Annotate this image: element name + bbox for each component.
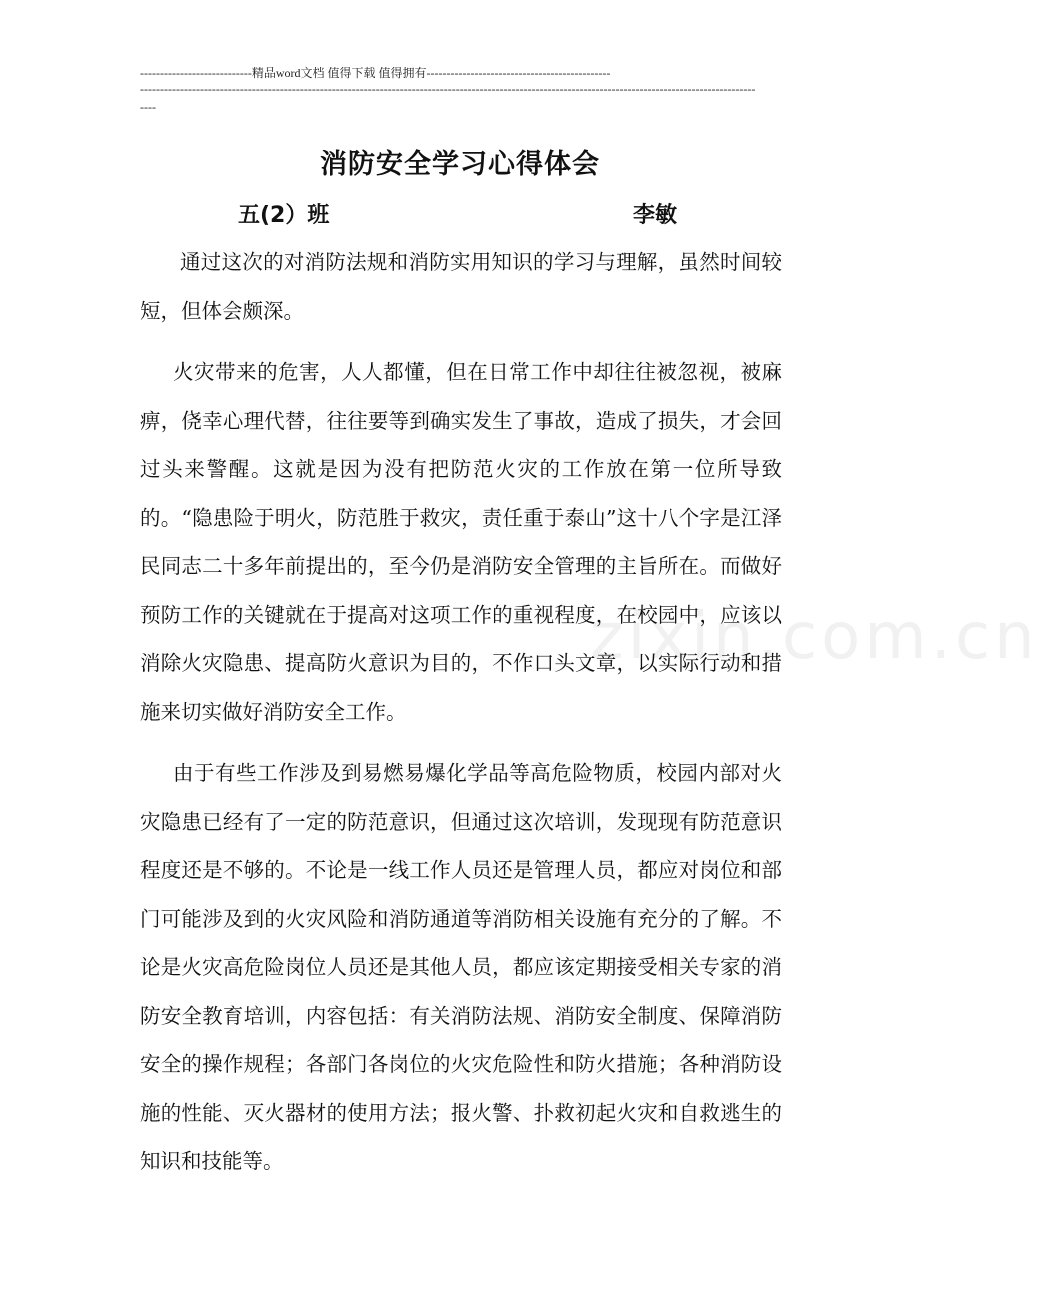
page-header-line-2: ----------------------------------------------------------------------------------------------------------------------------------------------------------: [140, 82, 756, 96]
document-title: 消防安全学习心得体会: [320, 149, 600, 180]
paragraph-3: 由于有些工作涉及到易燃易爆化学品等高危险物质，校园内部对火灾隐患已经有了一定的防范意识，但通过这次培训，发现现有防范意识程度还是不够的。不论是一线工作人员还是管理人员，都应对岗位和部门可能涉及到的火灾风险和消防通道等消防相关设施有充分的了解。不论是火灾高危险岗位人员还是其他人员，都应该定期接受相关专家的消防安全教育培训，内容包括：有关消防法规、消防安全制度、保障消防安全的操作规程；各部门各岗位的火灾危险性和防火措施；各种消防设施的性能、灭火器材的使用方法；报火警、扑救初起火灾和自救逃生的知识和技能等。: [140, 761, 782, 1173]
watermark: zixin.com.cn: [590, 600, 1039, 674]
paragraph-2: 火灾带来的危害，人人都懂，但在日常工作中却往往被忽视，被麻痹，侥幸心理代替，往往要等到确实发生了事故，造成了损失，才会回过头来警醒。这就是因为没有把防范火灾的工作放在第一位所导致的。“隐患险于明火，防范胜于救灾，责任重于泰山”这十八个字是江泽民同志二十多年前提出的，至今仍是消防安全管理的主旨所在。而做好预防工作的关键就在于提高对这项工作的重视程度，在校园中，应该以消除火灾隐患、提高防火意识为目的，不作口头文章，以实际行动和措施来切实做好消防安全工作。: [140, 360, 782, 724]
page-header-line-1: ----------------------------精品word文档 值得下载 值得拥有----------------------------------------------: [140, 66, 611, 80]
author-name: 李敏: [633, 203, 678, 228]
paragraph-1: 通过这次的对消防法规和消防实用知识的学习与理解，虽然时间较短，但体会颇深。: [140, 250, 782, 323]
document-body: [140, 238, 782, 1186]
class-name: 五(2）班: [238, 203, 330, 228]
page-header-line-3: ----: [140, 100, 156, 114]
